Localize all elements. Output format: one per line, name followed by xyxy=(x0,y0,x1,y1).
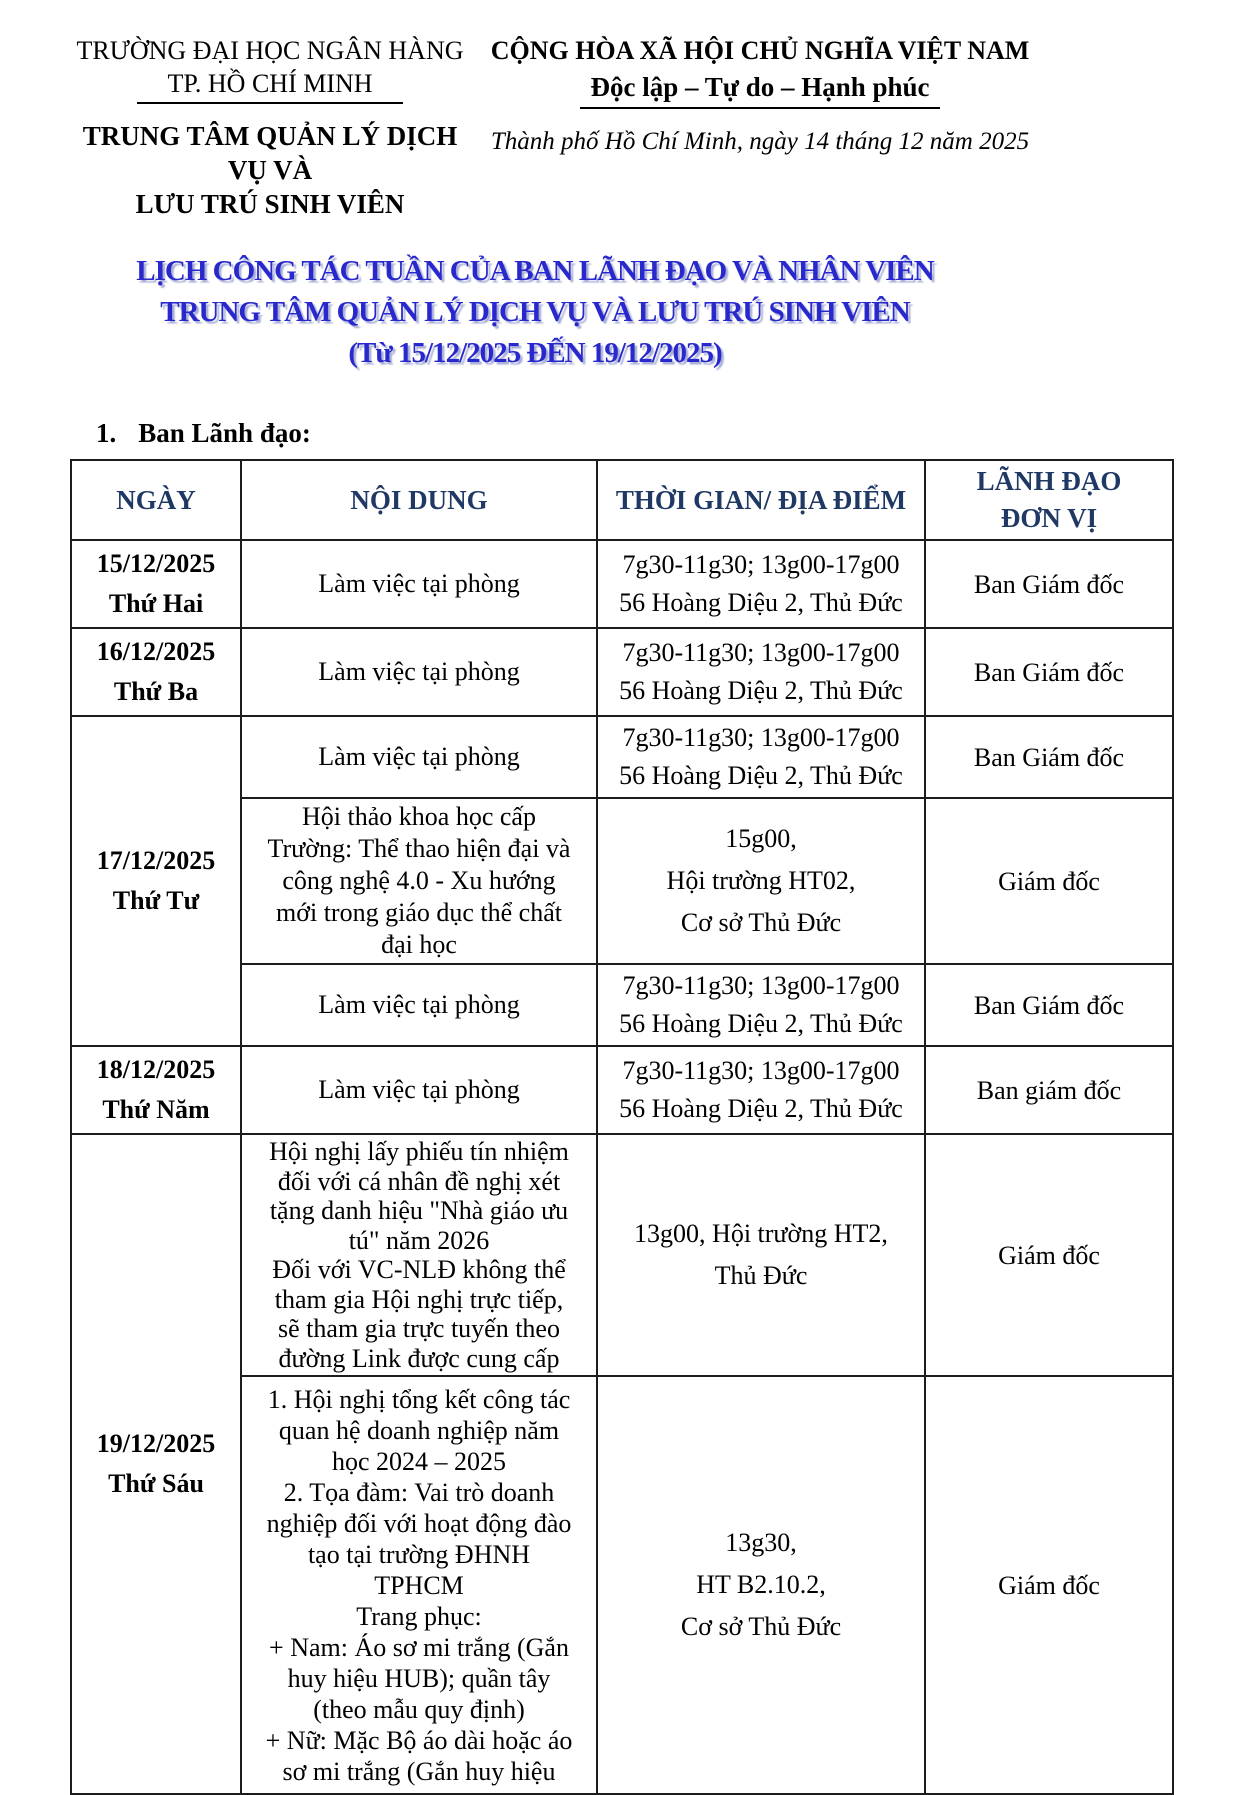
content-line: Trường: Thể thao hiện đại và xyxy=(267,834,571,863)
time-line: 15g00, xyxy=(725,824,797,853)
content-line: Làm việc tại phòng xyxy=(318,569,520,598)
content-line: sơ mi trắng (Gắn huy hiệu xyxy=(282,1756,556,1786)
col-header-leader-line1: LÃNH ĐẠO xyxy=(976,466,1122,496)
department-name-line2: LƯU TRÚ SINH VIÊN xyxy=(135,189,405,219)
time-line: Thủ Đức xyxy=(714,1261,808,1290)
national-heading-block xyxy=(470,34,1050,221)
content-line: Đối với VC-NLĐ không thể xyxy=(272,1255,566,1284)
table-row-wednesday-1 xyxy=(71,716,1173,798)
content-line: đường Link được cung cấp xyxy=(278,1343,560,1373)
weekday-value: Thứ Năm xyxy=(102,1095,210,1124)
content-line: mới trong giáo dục thể chất xyxy=(276,898,562,927)
university-name-line2 xyxy=(70,67,470,104)
time-cell xyxy=(597,628,925,716)
content-line: tặng danh hiệu "Nhà giáo ưu xyxy=(269,1196,569,1225)
content-line: Làm việc tại phòng xyxy=(318,1075,520,1104)
time-line: HT B2.10.2, xyxy=(696,1570,826,1599)
content-line: đối với cá nhân đề nghị xét xyxy=(277,1166,561,1196)
document-title xyxy=(70,251,1000,374)
content-cell xyxy=(241,716,597,798)
content-line: tú" năm 2026 xyxy=(348,1225,490,1255)
department-name-line1: TRUNG TÂM QUẢN LÝ DỊCH VỤ VÀ xyxy=(82,121,458,185)
leader-cell: Ban Giám đốc xyxy=(925,964,1173,1046)
content-line: công nghệ 4.0 - Xu hướng xyxy=(282,866,556,895)
time-line: 56 Hoàng Diệu 2, Thủ Đức xyxy=(619,761,903,790)
content-line: nghiệp đối với hoạt động đào xyxy=(266,1508,572,1538)
schedule-table xyxy=(70,459,1174,1795)
content-line: 1. Hội nghị tổng kết công tác xyxy=(267,1384,571,1414)
content-line: sẽ tham gia trực tuyến theo xyxy=(278,1314,560,1343)
table-header-row xyxy=(71,460,1173,540)
time-cell xyxy=(597,540,925,628)
leader-cell: Giám đốc xyxy=(925,1376,1173,1794)
table-row-monday xyxy=(71,540,1173,628)
time-cell xyxy=(597,964,925,1046)
date-cell xyxy=(71,1046,241,1134)
col-header-leader xyxy=(925,460,1173,540)
department-name xyxy=(70,119,470,221)
date-cell xyxy=(71,716,241,1046)
leader-cell: Ban Giám đốc xyxy=(925,716,1173,798)
content-line: + Nam: Áo sơ mi trắng (Gắn xyxy=(269,1632,569,1662)
section-heading xyxy=(96,416,1241,450)
place-date-line: Thành phố Hồ Chí Minh, ngày 14 tháng 12 năm 2025 xyxy=(490,128,1030,155)
time-line: 56 Hoàng Diệu 2, Thủ Đức xyxy=(619,1094,903,1123)
content-line: TPHCM xyxy=(374,1570,464,1600)
section-label: Ban Lãnh đạo: xyxy=(138,418,311,448)
time-line: 7g30-11g30; 13g00-17g00 xyxy=(622,971,900,1000)
content-line: học 2024 – 2025 xyxy=(331,1446,507,1476)
document-header xyxy=(0,0,1241,221)
content-line: 2. Tọa đàm: Vai trò doanh xyxy=(283,1477,555,1507)
time-cell xyxy=(597,716,925,798)
time-line: 13g30, xyxy=(725,1528,797,1557)
content-cell xyxy=(241,1376,597,1794)
content-line: Làm việc tại phòng xyxy=(318,990,520,1019)
time-line: 13g00, Hội trường HT2, xyxy=(634,1219,888,1248)
date-cell xyxy=(71,1134,241,1794)
table-row-thursday xyxy=(71,1046,1173,1134)
national-motto-wrap xyxy=(470,69,1050,109)
date-value: 17/12/2025 xyxy=(96,846,216,875)
content-cell xyxy=(241,964,597,1046)
time-line: Hội trường HT02, xyxy=(666,866,856,895)
content-cell xyxy=(241,1046,597,1134)
content-line: Trang phục: xyxy=(356,1601,482,1631)
document-title-line2: TRUNG TÂM QUẢN LÝ DỊCH VỤ VÀ LƯU TRÚ SINH VIÊN xyxy=(160,296,910,328)
table-row-tuesday xyxy=(71,628,1173,716)
date-value: 19/12/2025 xyxy=(96,1429,216,1458)
time-cell xyxy=(597,1134,925,1376)
leader-cell: Giám đốc xyxy=(925,1134,1173,1376)
content-line: đại học xyxy=(381,930,457,959)
weekday-value: Thứ Sáu xyxy=(108,1469,204,1498)
date-cell xyxy=(71,540,241,628)
section-number: 1. xyxy=(96,418,117,448)
date-value: 16/12/2025 xyxy=(96,637,216,666)
col-header-time-place: THỜI GIAN/ ĐỊA ĐIỂM xyxy=(597,460,925,540)
content-cell xyxy=(241,540,597,628)
table-row-friday-1 xyxy=(71,1134,1173,1376)
content-line: Hội nghị lấy phiếu tín nhiệm xyxy=(269,1137,569,1166)
time-cell xyxy=(597,798,925,964)
weekday-value: Thứ Hai xyxy=(108,589,204,618)
content-cell xyxy=(241,628,597,716)
content-line: tham gia Hội nghị trực tiếp, xyxy=(274,1284,564,1314)
university-city-underlined: TP. HỒ CHÍ MINH xyxy=(137,67,402,104)
issuing-organization-block xyxy=(70,34,470,221)
weekday-value: Thứ Tư xyxy=(112,886,200,915)
content-line: huy hiệu HUB); quần tây xyxy=(287,1663,551,1693)
time-line: 56 Hoàng Diệu 2, Thủ Đức xyxy=(619,1009,903,1038)
time-line: 7g30-11g30; 13g00-17g00 xyxy=(622,550,900,579)
document-title-line1: LỊCH CÔNG TÁC TUẦN CỦA BAN LÃNH ĐẠO VÀ NHÂN VIÊN xyxy=(136,255,934,287)
university-name-line1: TRƯỜNG ĐẠI HỌC NGÂN HÀNG xyxy=(76,36,464,65)
time-line: Cơ sở Thủ Đức xyxy=(680,1612,842,1641)
content-cell xyxy=(241,1134,597,1376)
content-line: Làm việc tại phòng xyxy=(318,742,520,771)
time-line: Cơ sở Thủ Đức xyxy=(680,908,842,937)
national-motto: Độc lập – Tự do – Hạnh phúc xyxy=(580,69,939,109)
leader-cell: Ban giám đốc xyxy=(925,1046,1173,1134)
content-line: (theo mẫu quy định) xyxy=(313,1694,525,1724)
content-line: Làm việc tại phòng xyxy=(318,657,520,686)
col-header-date: NGÀY xyxy=(71,460,241,540)
time-line: 56 Hoàng Diệu 2, Thủ Đức xyxy=(619,676,903,705)
col-header-leader-line2: ĐƠN VỊ xyxy=(1000,503,1098,533)
time-line: 7g30-11g30; 13g00-17g00 xyxy=(622,638,900,667)
time-cell xyxy=(597,1376,925,1794)
date-cell xyxy=(71,628,241,716)
leader-cell: Giám đốc xyxy=(925,798,1173,964)
time-line: 56 Hoàng Diệu 2, Thủ Đức xyxy=(619,588,903,617)
col-header-content: NỘI DUNG xyxy=(241,460,597,540)
national-title: CỘNG HÒA XÃ HỘI CHỦ NGHĨA VIỆT NAM xyxy=(490,36,1030,65)
date-value: 15/12/2025 xyxy=(96,549,216,578)
content-line: tạo tại trường ĐHNH xyxy=(307,1539,531,1569)
document-title-line3: (Từ 15/12/2025 ĐẾN 19/12/2025) xyxy=(348,337,722,369)
leader-cell: Ban Giám đốc xyxy=(925,540,1173,628)
leader-cell: Ban Giám đốc xyxy=(925,628,1173,716)
content-line: + Nữ: Mặc Bộ áo dài hoặc áo xyxy=(265,1725,573,1755)
time-cell xyxy=(597,1046,925,1134)
content-line: quan hệ doanh nghiệp năm xyxy=(278,1415,560,1445)
time-line: 7g30-11g30; 13g00-17g00 xyxy=(622,723,900,752)
date-value: 18/12/2025 xyxy=(96,1055,216,1084)
content-cell xyxy=(241,798,597,964)
weekday-value: Thứ Ba xyxy=(113,677,199,706)
content-line: Hội thảo khoa học cấp xyxy=(302,802,536,831)
time-line: 7g30-11g30; 13g00-17g00 xyxy=(622,1056,900,1085)
